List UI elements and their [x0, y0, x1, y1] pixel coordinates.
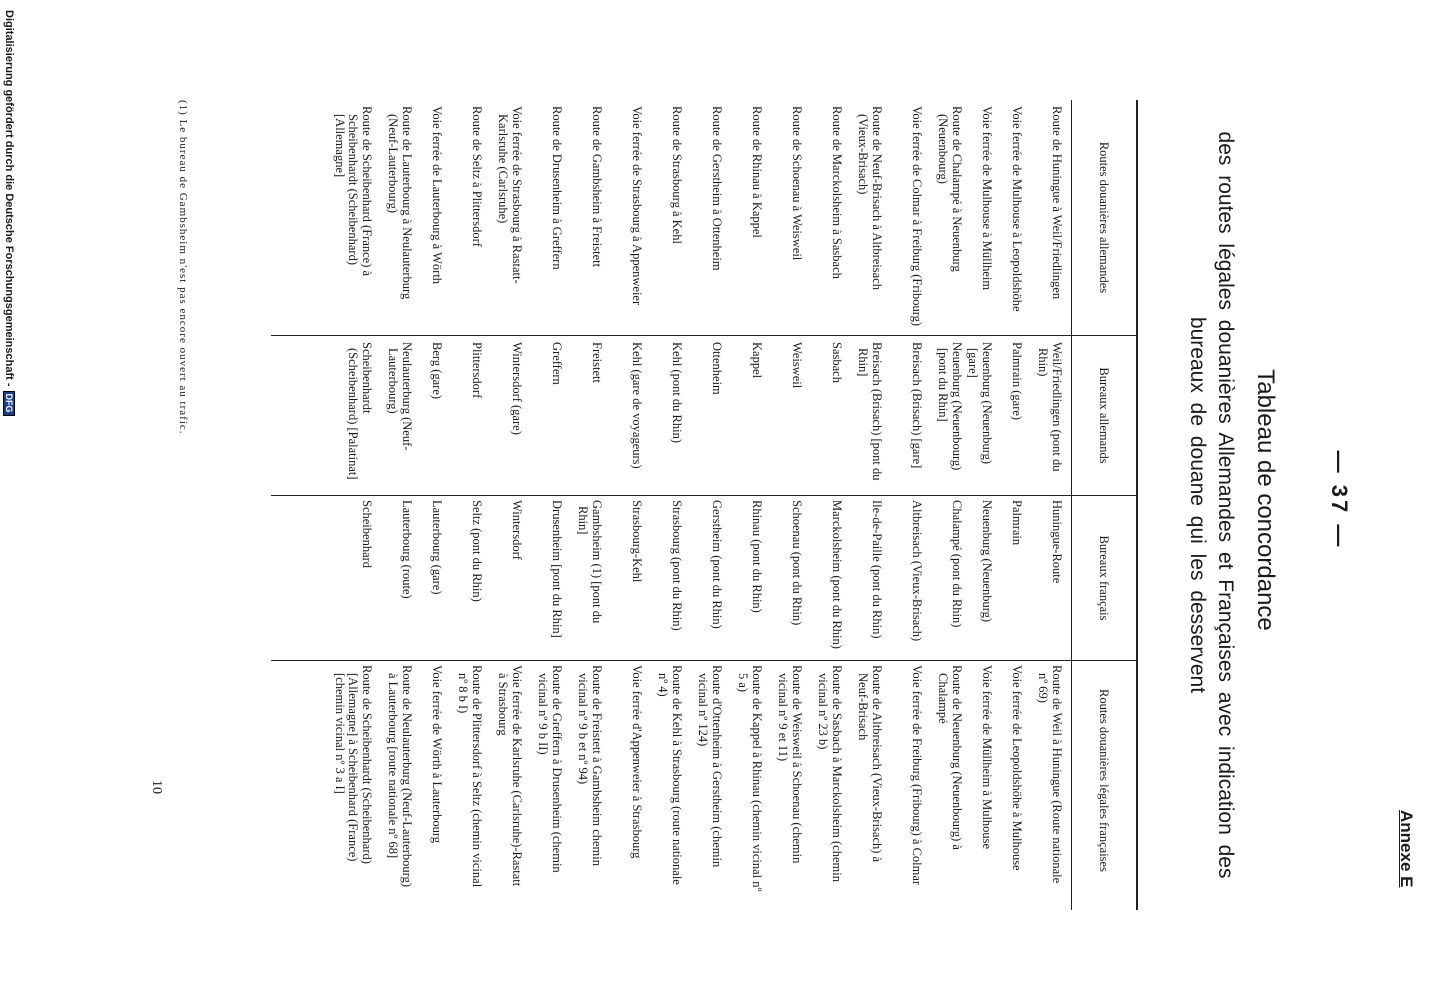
table-cell: Palmrain: [1010, 500, 1024, 546]
table-cell: Marckolsheim (pont du Rhin): [830, 500, 844, 649]
table-cell: Kehl (pont du Rhin): [670, 342, 684, 444]
footnote: (1) Le bureau de Gambsheim n'est pas encore ouvert au trafic.: [177, 100, 189, 435]
table-cell: Greffern: [550, 342, 564, 385]
folio-number: 10: [149, 780, 164, 794]
table-cell: Route de Chalampé à Neuenburg (Neuenbourg): [936, 106, 964, 272]
page-subtitle: des routes légales douanières Allemandes et Françaises avec indication des bureaux de douane qui les desservent: [1186, 131, 1237, 879]
digitization-note: Digitalisierung gefördert durch die Deutsche Forschungsgemeinschaft -: [3, 10, 15, 387]
table-cell: Voie ferrée de Mulhouse à Müllheim: [980, 106, 994, 291]
header-french-routes: Routes douanières légales françaises: [1072, 660, 1136, 900]
table-cell: Kappel: [750, 342, 764, 379]
table-cell: Route de Neulauterburg (Neuf-Lauterbourg) à Lauterbourg [route nationale nº 68]: [386, 665, 414, 888]
table-cell: Weisweil: [790, 342, 804, 389]
table-cell: Plittersdorf: [470, 342, 484, 399]
table-cell: Voie ferrée de Karlsruhe (Carlsruhe)-Rastatt à Strasbourg: [496, 665, 524, 887]
table-cell: Route de Scheibenhard (France) à Scheibenhardt (Scheibenhard) [Allemagne]: [333, 106, 374, 277]
table-cell: Strasbourg-Kehl: [630, 500, 644, 583]
table-cell: Route de Freistett à Gambsheim chemin vicinal nº 9 b et nº 94): [576, 665, 604, 866]
table-cell: Voie ferrée de Strasbourg à Rastatt-Karlsruhe (Carlsruhe): [496, 106, 524, 284]
table-cell: Neulauterburg (Neuf-Lauterbourg): [386, 342, 414, 451]
table-cell: Voie ferrée de Wörth à Lauterbourg: [430, 665, 444, 844]
table-cell: Scheibenhardt (Scheibenhard) [Palatinat]: [346, 342, 374, 480]
table-cell: Gerstheim (pont du Rhin): [710, 500, 724, 629]
table-cell: Rhinau (pont du Rhin): [750, 500, 764, 613]
table-cell: Neuenburg (Neuenburg) [gare]: [966, 342, 994, 465]
column-french-routes: [271, 660, 1071, 900]
table-cell: Neuenburg (Neuenbourg) [pont du Rhin]: [936, 342, 964, 471]
table-cell: Route de Neuenburg (Neuenbourg) à Chalampé: [936, 665, 964, 850]
table-cell: Gambsheim (1) [pont du Rhin]: [576, 500, 604, 624]
table-cell: Route de Scheibenhardt (Scheibenhard) [Allemagne] à Scheibenhard (France) [chemin vicinal nº 3 a I]: [333, 665, 374, 864]
annex-label: Annexe E: [1397, 810, 1416, 888]
table-cell: Route de Sasbach à Marckolsheim (chemin vicinal nº 23 b): [816, 665, 844, 882]
table-cell: Voie ferrée de Freiburg (Fribourg) à Colmar: [910, 665, 924, 886]
column-german-routes: [271, 100, 1071, 335]
table-cell: Breisach (Brisach) [gare]: [910, 342, 924, 469]
table-cell: Drusenheim [pont du Rhin]: [550, 500, 564, 638]
table-cell: Route de Drusenheim à Greffern: [550, 106, 564, 270]
table-cell: Route de Seltz à Plittersdorf: [470, 106, 484, 247]
table-cell: Scheibenhard: [360, 500, 374, 569]
table-cell: Weil/Friedlingen (pont du Rhin): [1036, 342, 1064, 472]
header-german-offices: Bureaux allemands: [1072, 335, 1136, 495]
table-cell: Voie ferrée de Leopoldshöhe à Mulhouse: [1010, 665, 1024, 871]
table-cell: Lauterbourg (route): [400, 500, 414, 599]
header-french-offices: Bureaux français: [1072, 495, 1136, 660]
table-cell: Breisach (Brisach) [pont du Rhin]: [856, 342, 884, 481]
header-german-routes: Routes douanières allemandes: [1097, 141, 1112, 294]
table-cell: Route de Plittersdorf à Seltz (chemin vicinal nº 8 b I): [456, 665, 484, 888]
table-cell: Voie ferrée de Colmar à Freiburg (Fribourg): [910, 106, 924, 327]
table-cell: Berg (gare): [430, 342, 444, 400]
table-cell: Altbreisach (Vieux-Brisach): [910, 500, 924, 642]
table-cell: Freistett: [590, 342, 604, 383]
table-cell: Ottenheim: [710, 342, 724, 395]
table-cell: Route de Strasbourg à Kehl: [670, 106, 684, 244]
table-cell: Sasbach: [830, 342, 844, 383]
table-cell: Lauterbourg (gare): [430, 500, 444, 595]
page-number: — 37 —: [1327, 450, 1352, 550]
table-cell: Neuenburg (Neuenburg): [980, 500, 994, 623]
table-cell: Wintersdorf (gare): [510, 342, 524, 435]
table-cell: Chalampé (pont du Rhin): [950, 500, 964, 628]
table-cell: Schoenau (pont du Rhin): [790, 500, 804, 626]
page-title: Tableau de concordance: [1252, 369, 1279, 631]
table-cell: Route de Kappel à Rhinau (chemin vicinal nº 5 a): [736, 665, 764, 892]
table-cell: Route de Greffern à Drusenheim (chemin vicinal nº 9 b II): [536, 665, 564, 873]
table-cell: Strasbourg (pont du Rhin): [670, 500, 684, 631]
table-body: [271, 100, 1071, 910]
table-cell: Voie ferrée de Mulhouse à Leopoldshöhe: [1010, 106, 1024, 312]
table-cell: Seltz (pont du Rhin): [470, 500, 484, 602]
table-cell: Voie ferrée de Lauterbourg à Wörth: [430, 106, 444, 285]
table-cell: Route de Gambsheim à Freistett: [590, 106, 604, 268]
column-german-offices: [271, 335, 1071, 495]
table-cell: Palmrain (gare): [1010, 342, 1024, 421]
table-cell: Route de Marckolsheim à Sasbach: [830, 106, 844, 279]
table-cell: Route de Altbreisach (Vieux-Brisach) à Neuf-Brisach: [856, 665, 884, 863]
table-cell: Route de Neuf-Brisach à Altbreisach (Vieux-Brisach): [856, 106, 884, 290]
table-cell: Wintersdorf: [510, 500, 524, 560]
digitization-strip: [0, 0, 18, 1000]
table-cell: Route de Schoenau à Weisweil: [790, 106, 804, 261]
table-cell: Route de Gerstheim à Ottenheim: [710, 106, 724, 271]
table-header: [1071, 100, 1136, 910]
table-cell: Huningue-Route: [1050, 500, 1064, 584]
table-cell: Route d'Ottenheim à Gerstheim (chemin vicinal nº 124): [696, 665, 724, 868]
table-cell: Route de Lauterbourg à Neulauterburg (Neuf-Lauterbourg): [386, 106, 414, 300]
table-cell: Voie ferrée d'Appenweier à Strasbourg: [630, 665, 644, 859]
table-cell: Route de Rhinau à Kappel: [750, 106, 764, 238]
column-french-offices: [271, 495, 1071, 660]
dfg-logo: DFG: [3, 391, 15, 416]
concordance-table: [271, 100, 1138, 910]
table-cell: Route de Kehl à Strasbourg (route nationale nº 4): [656, 665, 684, 885]
table-cell: Route de Weisweil à Schoenau (chemin vicinal nº 9 et 11): [776, 665, 804, 864]
table-cell: Route de Huningue à Weil/Friedlingen: [1050, 106, 1064, 300]
table-cell: Kehl (gare de voyageurs): [630, 342, 644, 469]
table-cell: Ile-de-Paille (pont du Rhin): [870, 500, 884, 639]
table-cell: Voie ferrée de Müllheim à Mulhouse: [980, 665, 994, 850]
table-cell: Voie ferrée de Strasbourg à Appenweier: [630, 106, 644, 306]
table-cell: Route de Weil à Huningue (Route nationale nº 69): [1036, 665, 1064, 884]
